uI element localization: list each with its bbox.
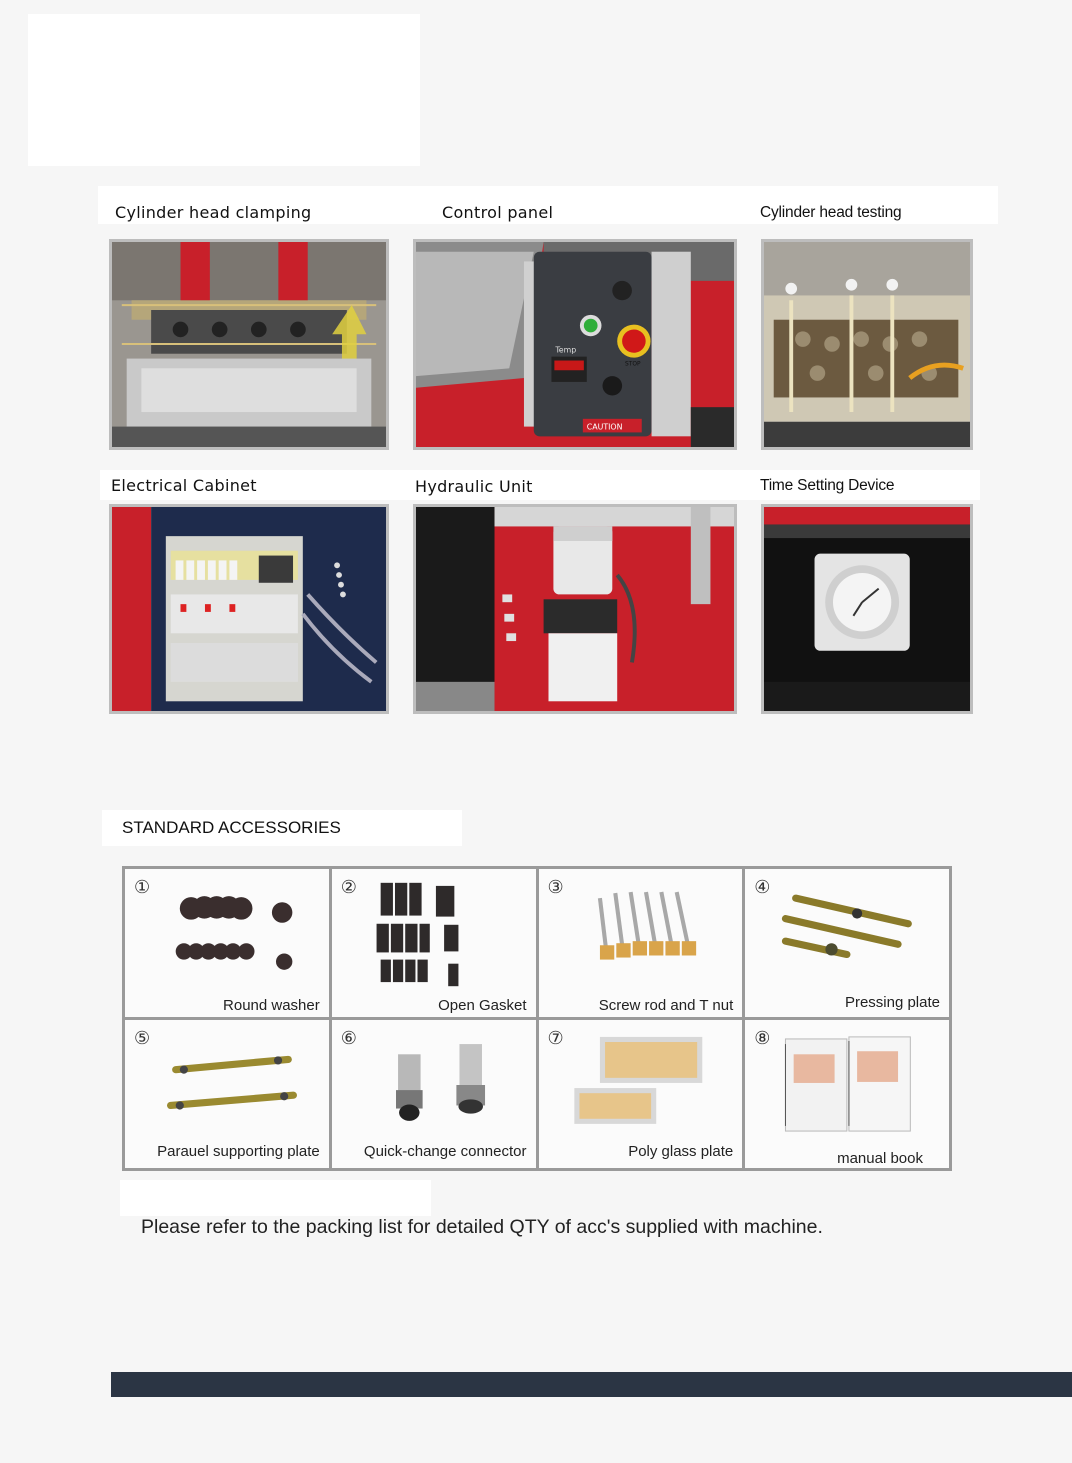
item-number: ④	[754, 877, 771, 898]
accessory-cell	[124, 868, 331, 1019]
photo-cylinder-head-clamping	[109, 239, 389, 450]
stop-text: STOP	[625, 361, 641, 368]
item-number: ⑥	[340, 1028, 357, 1049]
item-number: ③	[547, 877, 564, 898]
accessory-cell	[330, 1019, 537, 1170]
poly-glass-plate-image	[559, 1026, 723, 1144]
caption-hydraulic-unit: Hydraulic Unit	[415, 477, 533, 496]
item-number: ⑧	[754, 1028, 771, 1049]
accessories-grid	[122, 866, 952, 1171]
photo-electrical-cabinet	[109, 504, 389, 714]
accessory-cell	[744, 868, 951, 1019]
item-number: ①	[134, 877, 151, 898]
caution-text: CAUTION	[586, 422, 623, 432]
caption-cylinder-head-clamping: Cylinder head clamping	[115, 203, 312, 222]
caption-time-setting-device: Time Setting Device	[760, 477, 895, 494]
blank-header-box	[28, 14, 420, 166]
accessory-cell	[537, 868, 744, 1019]
accessory-label: Screw rod and T nut	[598, 997, 734, 1014]
photo-control-panel	[413, 239, 737, 450]
supporting-plate-image	[145, 1026, 309, 1144]
pressing-plate-image	[765, 875, 929, 993]
accessory-label: Pressing plate	[844, 994, 940, 1011]
manual-book-image	[765, 1026, 929, 1144]
photo-time-setting-device	[761, 504, 973, 714]
accessory-cell	[124, 1019, 331, 1170]
round-washer-image	[145, 875, 309, 993]
open-gasket-image	[352, 875, 516, 993]
caption-control-panel: Control panel	[442, 203, 554, 222]
caption-cylinder-head-testing: Cylinder head testing	[760, 204, 902, 221]
accessory-label: Round washer	[223, 997, 320, 1014]
screw-rod-image	[559, 875, 723, 993]
item-number: ⑦	[547, 1028, 564, 1049]
note-backdrop	[120, 1180, 431, 1216]
accessory-label: Parauel supporting plate	[157, 1143, 320, 1160]
packing-list-note: Please refer to the packing list for detailed QTY of acc's supplied with machine.	[141, 1216, 823, 1238]
accessory-cell	[330, 868, 537, 1019]
accessory-cell	[537, 1019, 744, 1170]
temp-text: Temp	[555, 345, 577, 355]
caption-electrical-cabinet: Electrical Cabinet	[111, 476, 257, 495]
photo-cylinder-head-testing	[761, 239, 973, 450]
accessory-label: Quick-change connector	[363, 1143, 527, 1160]
standard-accessories-title: STANDARD ACCESSORIES	[122, 818, 341, 837]
accessory-label: Open Gasket	[438, 997, 527, 1014]
accessory-label: Poly glass plate	[628, 1143, 734, 1160]
item-number: ②	[340, 877, 357, 898]
item-number: ⑤	[134, 1028, 151, 1049]
accessory-label: manual book	[837, 1150, 923, 1167]
photo-hydraulic-unit	[413, 504, 737, 714]
footer-bar	[111, 1372, 1072, 1397]
quick-connector-image	[352, 1026, 516, 1144]
accessory-cell	[744, 1019, 951, 1170]
